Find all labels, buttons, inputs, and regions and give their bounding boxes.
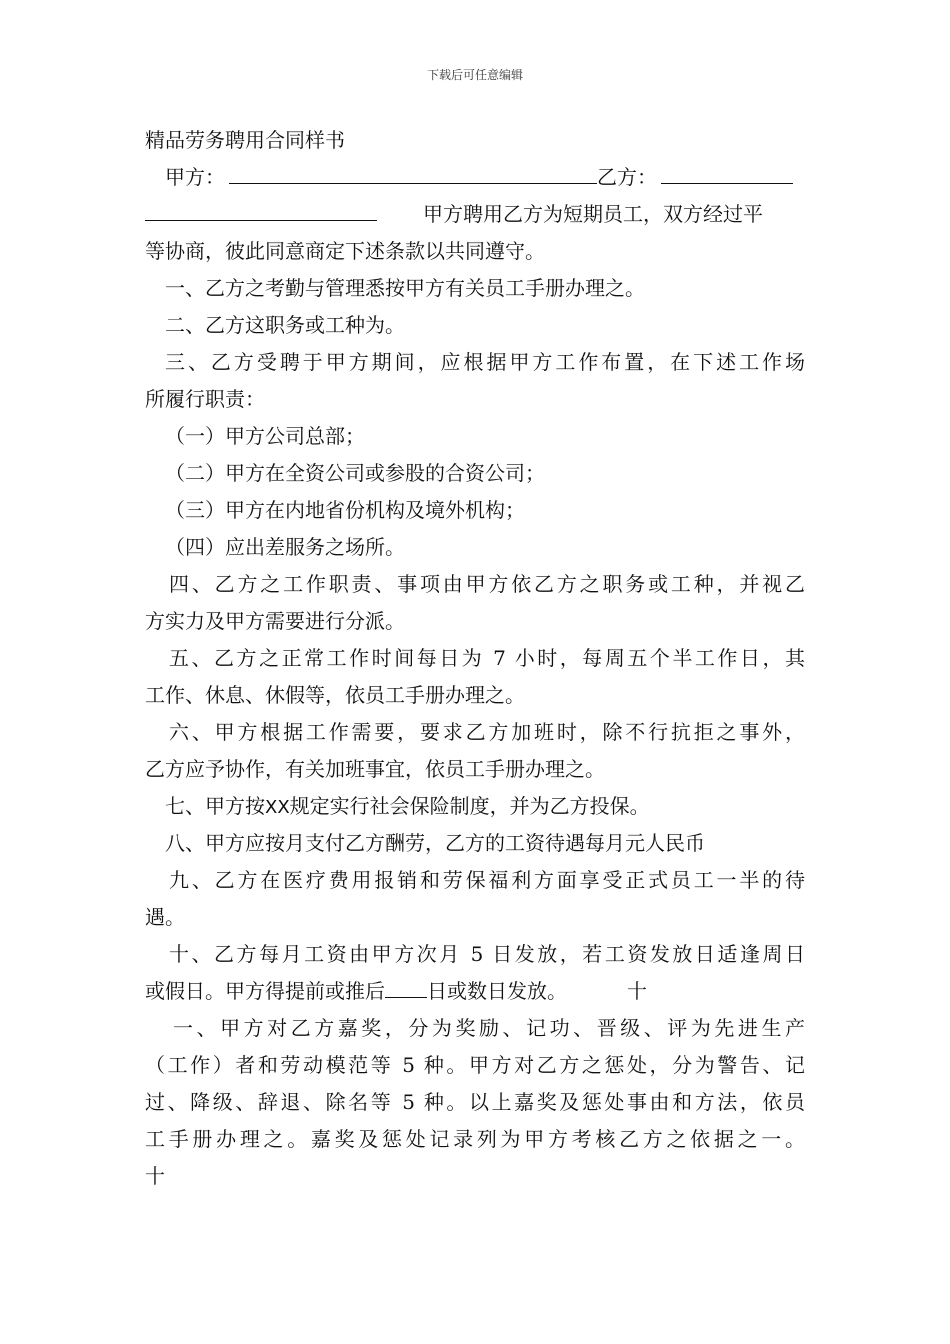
clause-1: 一、乙方之考勤与管理悉按甲方有关员工手册办理之。	[165, 276, 645, 300]
party-line	[145, 159, 805, 196]
clause-4-line-1: 四、乙方之工作职责、事项由甲方依乙方之职务或工种，并视乙	[169, 572, 805, 596]
clause-3-line-2: 所履行职责：	[145, 387, 265, 411]
party-b-blank-continued	[145, 198, 377, 221]
clause-10-tail: 十	[627, 979, 647, 1003]
clause-10-text-end: 日或数日发放。	[427, 979, 567, 1003]
clause-3-item-2: （二）甲方在全资公司或参股的合资公司；	[165, 461, 545, 485]
intro-line-2: 等协商，彼此同意商定下述条款以共同遵守。	[145, 239, 545, 263]
clause-10-line-1: 十、乙方每月工资由甲方次月 5 日发放，若工资发放日适逢周日	[169, 942, 805, 966]
clause-3-line-1: 三、乙方受聘于甲方期间，应根据甲方工作布置，在下述工作场	[165, 350, 805, 374]
clause-7	[145, 788, 805, 825]
party-b-blank	[661, 161, 793, 184]
clause-7-text-start: 七、甲方按	[165, 794, 265, 818]
clause-9-line-2: 遇。	[145, 905, 185, 929]
clause-4-line-2: 方实力及甲方需要进行分派。	[145, 609, 405, 633]
clause-11-line-4: 工手册办理之。嘉奖及惩处记录列为甲方考核乙方之依据之一。	[145, 1127, 805, 1151]
clause-6-line-2: 乙方应予协作，有关加班事宜，依员工手册办理之。	[145, 757, 605, 781]
party-a-label: 甲方：	[165, 165, 225, 189]
clause-3-item-4: （四）应出差服务之场所。	[165, 535, 405, 559]
clause-6-line-1: 六、甲方根据工作需要，要求乙方加班时，除不行抗拒之事外，	[169, 720, 805, 744]
clause-5-line-2: 工作、休息、休假等，依员工手册办理之。	[145, 683, 525, 707]
party-a-blank	[229, 161, 597, 184]
clause-7-placeholder: XX	[265, 797, 290, 818]
clause-10-blank	[385, 975, 427, 998]
document-title: 精品劳务聘用合同样书	[145, 128, 345, 152]
intro-line-1	[145, 196, 805, 233]
clause-7-text-end: 规定实行社会保险制度，并为乙方投保。	[289, 794, 650, 818]
clause-11-line-1: 一、甲方对乙方嘉奖，分为奖励、记功、晋级、评为先进生产	[173, 1016, 805, 1040]
clause-12-start: 十	[145, 1164, 165, 1188]
clause-9-line-1: 九、乙方在医疗费用报销和劳保福利方面享受正式员工一半的待	[169, 868, 805, 892]
clause-10-line-2	[145, 973, 805, 1010]
intro-text-1: 甲方聘用乙方为短期员工，双方经过平	[423, 202, 763, 226]
clause-11-line-2: （工作）者和劳动模范等 5 种。甲方对乙方之惩处，分为警告、记	[145, 1053, 805, 1077]
clause-10-text-start: 或假日。甲方得提前或推后	[145, 979, 385, 1003]
party-b-label: 乙方：	[597, 165, 657, 189]
clause-3-item-3: （三）甲方在内地省份机构及境外机构；	[165, 498, 525, 522]
clause-5-line-1: 五、乙方之正常工作时间每日为 7 小时，每周五个半工作日，其	[169, 646, 805, 670]
clause-11-line-3: 过、降级、辞退、除名等 5 种。以上嘉奖及惩处事由和方法，依员	[145, 1090, 805, 1114]
page-header-note: 下载后可任意编辑	[426, 68, 523, 82]
document-body	[145, 122, 805, 1195]
clause-2: 二、乙方这职务或工种为。	[165, 313, 405, 337]
clause-3-item-1: （一）甲方公司总部；	[165, 424, 365, 448]
clause-8: 八、甲方应按月支付乙方酬劳，乙方的工资待遇每月元人民币	[165, 831, 705, 855]
